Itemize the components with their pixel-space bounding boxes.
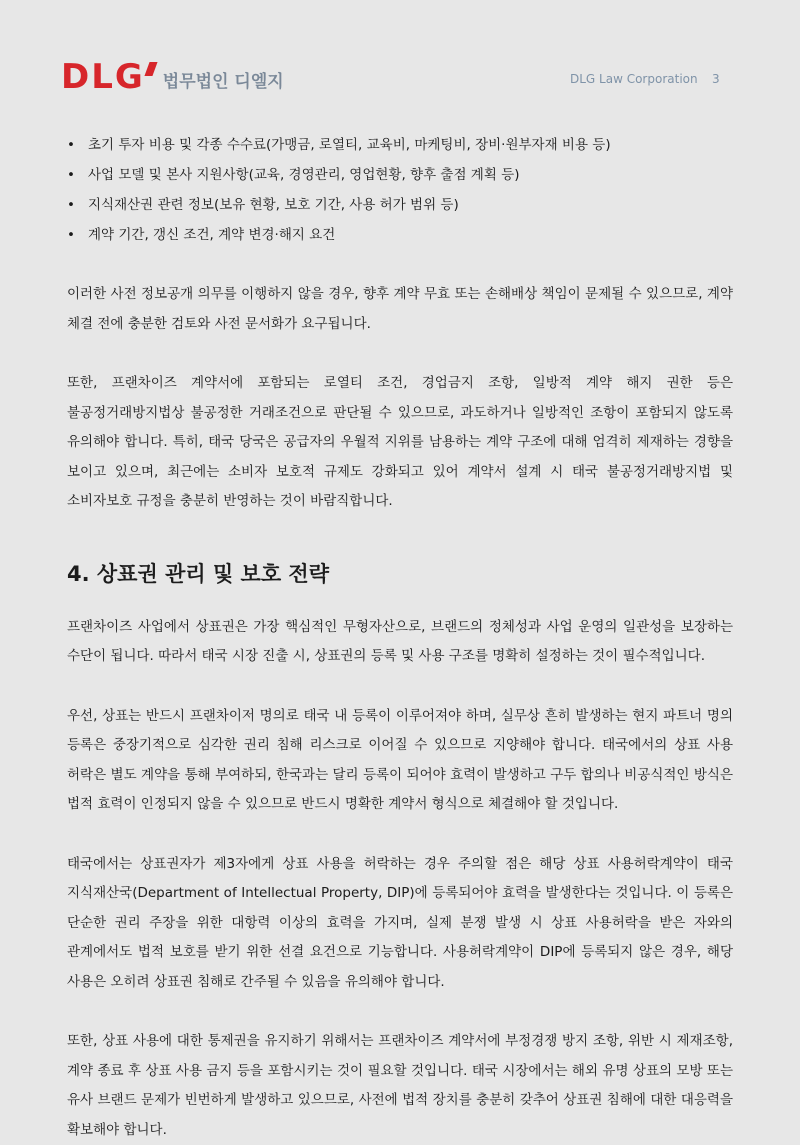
list-item: • 계약 기간, 갱신 조건, 계약 변경·해지 요건	[67, 220, 733, 250]
page-header	[61, 57, 741, 100]
paragraph-disclosure-obligation: 이러한 사전 정보공개 의무를 이행하지 않을 경우, 향후 계약 무효 또는 손해배상 책임이 문제될 수 있으므로, 계약 체결 전에 충분한 검토와 사전 문서화가 요구됩니다.	[67, 286, 733, 332]
list-item: • 사업 모델 및 본사 지원사항(교육, 경영관리, 영업현황, 향후 출점 계획 등)	[67, 160, 733, 190]
list-item: • 초기 투자 비용 및 각종 수수료(가맹금, 로열티, 교육비, 마케팅비, 장비·원부자재 비용 등)	[67, 130, 733, 160]
section-title: 4. 상표권 관리 및 보호 전략	[67, 561, 330, 586]
logo-korean-name: 법무법인 디엘지	[162, 72, 284, 92]
logo-mark: DLG	[61, 57, 145, 97]
logo-apostrophe-icon	[144, 62, 157, 76]
disclosure-list	[67, 130, 733, 250]
corporation-name: DLG Law Corporation	[570, 72, 698, 86]
paragraph-trademark-control: 또한, 상표 사용에 대한 통제권을 유지하기 위해서는 프랜차이즈 계약서에 부정경쟁 방지 조항, 위반 시 제재조항, 계약 종료 후 상표 사용 금지 등을 포함시키는 것이 필요할 것입니다. 태국 시장에서는 해외 유명 상표의 모방 또는 유사 브랜드 문제가 빈번하게 발생하고 있으므로, 사전에 법적 장치를 충분히 갖추어 상표권 침해에 대한 대응력을 확보해야 합니다.	[67, 1033, 733, 1138]
page-number: 3	[712, 72, 720, 86]
paragraph-trademark-importance: 프랜차이즈 사업에서 상표권은 가장 핵심적인 무형자산으로, 브랜드의 정체성과 사업 운영의 일관성을 보장하는 수단이 됩니다. 따라서 태국 시장 진출 시, 상표권의 등록 및 사용 구조를 명확히 설정하는 것이 필수적입니다.	[67, 618, 733, 664]
paragraph-license-registration: 태국에서는 상표권자가 제3자에게 상표 사용을 허락하는 경우 주의할 점은 해당 상표 사용허락계약이 태국 지식재산국(Department of Intellectual Property, DIP)에 등록되어야 효력을 발생한다는 것입니다. 이 등록은 단순한 권리 주장을 위한 대항력 이상의 효력을 가지며, 실제 분쟁 발생 시 상표 사용허락을 받은 자와의 관계에서도 법적 보호를 받기 위한 선결 요건으로 기능합니다. 사용허락계약이 DIP에 등록되지 않은 경우, 해당 사용은 오히려 상표권 침해로 간주될 수 있음을 유의해야 합니다.	[67, 855, 733, 990]
dlg-logo	[61, 57, 284, 97]
paragraph-unfair-terms: 또한, 프랜차이즈 계약서에 포함되는 로열티 조건, 경업금지 조항, 일방적 계약 해지 권한 등은 불공정거래방지법상 불공정한 거래조건으로 판단될 수 있으므로, 과도하거나 일방적인 조항이 포함되지 않도록 유의해야 합니다. 특히, 태국 당국은 공급자의 우월적 지위를 남용하는 계약 구조에 대해 엄격히 제재하는 경향을 보이고 있으며, 최근에는 소비자 보호적 규제도 강화되고 있어 계약서 설계 시 태국 불공정거래방지법 및 소비자보호 규정을 충분히 반영하는 것이 바람직합니다.	[67, 375, 733, 509]
paragraph-trademark-registration: 우선, 상표는 반드시 프랜차이저 명의로 태국 내 등록이 이루어져야 하며, 실무상 흔히 발생하는 현지 파트너 명의 등록은 중장기적으로 심각한 권리 침해 리스크로 이어질 수 있으므로 지양해야 합니다. 태국에서의 상표 사용 허락은 별도 계약을 통해 부여하되, 한국과는 달리 등록이 되어야 효력이 발생하고 구두 합의나 비공식적인 방식은 법적 효력이 인정되지 않을 수 있으므로 반드시 명확한 계약서 형식으로 체결해야 할 것입니다.	[67, 707, 733, 812]
document-body	[67, 130, 733, 1145]
list-item: • 지식재산권 관련 정보(보유 현황, 보호 기간, 사용 허가 범위 등)	[67, 190, 733, 220]
